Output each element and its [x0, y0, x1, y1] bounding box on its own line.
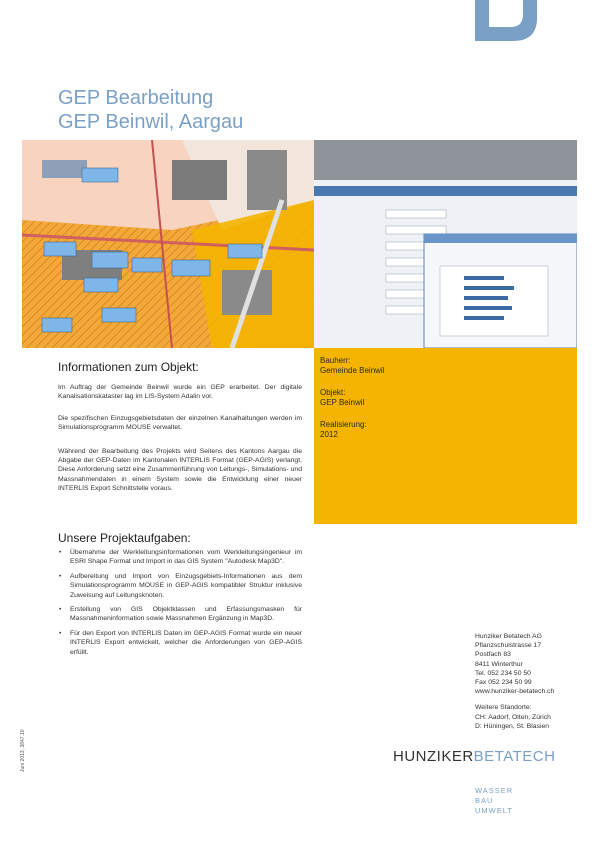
more-locations-label: Weitere Standorte:	[475, 704, 532, 712]
phone: Tel. 052 234 50 50	[475, 669, 531, 677]
tagline-2: BAU	[475, 796, 494, 805]
city: 8411 Winterthur	[475, 660, 523, 668]
title-line-1: GEP Bearbeitung	[58, 87, 214, 109]
postbox: Postfach 83	[475, 651, 511, 659]
brand-logo-mark	[475, 0, 537, 41]
objekt-label: Objekt:	[320, 388, 346, 397]
street: Pflanzschulstrasse 17	[475, 642, 542, 650]
info-paragraph-3: Während der Bearbeitung des Projekts wird Seitens des Kantons Aargau die Abgabe der GEP-Daten im Kantonalen INTERLIS Format (GEP-AGIS) verlangt. Diese Anforderung setzt eine Zusammenführung von Leitungs-, Simulations- und Massnahmendaten in einem System sowie die Entwicklung einer neuer INTERLIS Export Schnittstelle voraus.	[58, 448, 302, 492]
brand-wordmark	[393, 748, 555, 765]
software-screenshot	[314, 140, 577, 348]
list-item: • Erstellung von GIS Objektklassen und Erfassungsmasken für Massnahmeninformation sowie Massnahmen Ergänzung in Map3D.	[59, 606, 302, 623]
website-link[interactable]: www.hunziker-betatech.ch	[475, 688, 555, 696]
tasks-list	[58, 548, 302, 662]
contact-block	[475, 632, 554, 731]
list-item: • Für den Export von INTERLIS Daten im GEP-AGIS Format wurde ein neuer INTERLIS Export entwickelt, welcher die Anforderungen von GEP-AGIS erfüllt.	[59, 629, 302, 656]
brand-part-1: HUNZIKER	[393, 748, 474, 765]
fax: Fax 052 234 50 99	[475, 679, 532, 687]
info-paragraph-2: Die spezifischen Einzugsgebietsdaten der einzelnen Kanalhaltungen werden im Simulationsprogramm MOUSE verwaltet.	[58, 415, 302, 432]
objekt-value: GEP Beinwil	[320, 398, 365, 407]
tagline-1: WASSER	[475, 786, 514, 795]
list-item: • Übernahme der Werkleitungsinformationen vom Werkleitungsingenieur im ESRI Shape Format und Import in das GIS System "Autodesk Map3D".	[59, 549, 302, 566]
project-info-box	[314, 348, 577, 524]
bauherr-value: Gemeinde Beinwil	[320, 366, 385, 375]
document-date-vertical: Juni 2013, 3847.10	[20, 729, 26, 772]
more-locations-ch: CH: Aadorf, Olten, Zürich	[475, 713, 551, 721]
network-map-image	[22, 140, 314, 348]
more-locations-d: D: Hüningen, St. Blasien	[475, 722, 550, 730]
title-line-2: GEP Beinwil, Aargau	[58, 111, 244, 133]
bauherr-label: Bauherr:	[320, 356, 351, 365]
bullet-icon: •	[59, 606, 62, 614]
company-name: Hunziker Betatech AG	[475, 633, 542, 640]
info-heading: Informationen zum Objekt:	[58, 360, 199, 374]
bullet-icon: •	[59, 572, 62, 580]
brand-tagline	[475, 786, 513, 816]
realisierung-label: Realisierung:	[320, 420, 367, 429]
bullet-icon: •	[59, 629, 62, 637]
tasks-heading: Unsere Projektaufgaben:	[58, 531, 191, 545]
bullet-icon: •	[59, 549, 62, 556]
page-title	[58, 86, 243, 134]
tagline-3: UMWELT	[475, 806, 513, 815]
realisierung-value: 2012	[320, 430, 338, 439]
list-item: • Aufbereitung und Import von Einzugsgebiets-Informationen aus dem Simulationsprogramm MOUSE in GEP-AGIS kompatibler Struktur inklusive Zuweisung auf Leitungsknoten.	[59, 572, 302, 599]
brand-part-2: BETATECH	[473, 748, 556, 765]
info-paragraph-1: Im Auftrag der Gemeinde Beinwil wurde ein GEP erarbeitet. Der digitale Kanalisationskataster lag im LIS-System Adalin vor.	[58, 384, 302, 401]
